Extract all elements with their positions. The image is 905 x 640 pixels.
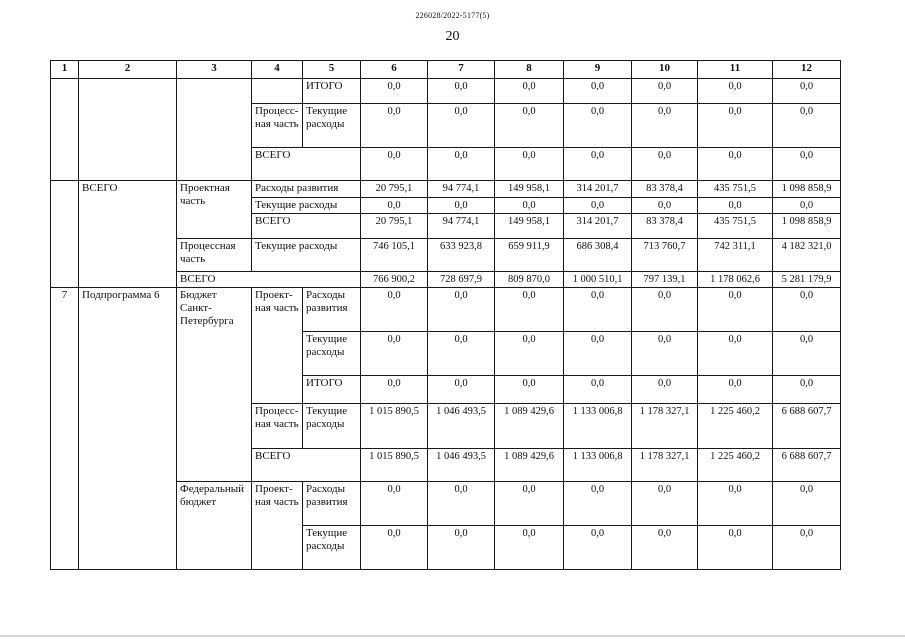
value-cell: 1 178 327,1 — [632, 449, 698, 482]
row-label: Процессная часть — [177, 239, 252, 272]
value-cell: 0,0 — [632, 482, 698, 526]
value-cell: 0,0 — [698, 79, 773, 104]
budget-source: Федеральный бюджет — [177, 482, 252, 570]
col-header: 7 — [428, 61, 495, 79]
row-number: 7 — [51, 288, 79, 570]
value-cell: 0,0 — [495, 198, 564, 214]
value-cell: 314 201,7 — [564, 214, 632, 239]
value-cell: 435 751,5 — [698, 214, 773, 239]
row-label: Текущие расходы — [303, 104, 361, 148]
table-row — [51, 79, 841, 104]
col-header: 6 — [361, 61, 428, 79]
value-cell: 0,0 — [428, 198, 495, 214]
value-cell: 0,0 — [564, 482, 632, 526]
value-cell: 1 015 890,5 — [361, 449, 428, 482]
value-cell: 0,0 — [698, 148, 773, 181]
value-cell: 20 795,1 — [361, 214, 428, 239]
row-label: Текущие расходы — [303, 526, 361, 570]
value-cell: 6 688 607,7 — [773, 404, 841, 449]
value-cell: 0,0 — [773, 288, 841, 332]
value-cell: 0,0 — [773, 376, 841, 404]
value-cell: 0,0 — [495, 79, 564, 104]
value-cell: 20 795,1 — [361, 181, 428, 198]
value-cell: 746 105,1 — [361, 239, 428, 272]
document-id: 226028/2022-5177(5) — [415, 11, 490, 20]
value-cell: 0,0 — [632, 376, 698, 404]
value-cell: 0,0 — [361, 376, 428, 404]
value-cell: 0,0 — [773, 79, 841, 104]
value-cell: 633 923,8 — [428, 239, 495, 272]
row-label: Расходы развития — [303, 288, 361, 332]
row-label: ИТОГО — [303, 376, 361, 404]
value-cell: 0,0 — [698, 482, 773, 526]
value-cell: 1 178 062,6 — [698, 272, 773, 288]
subprogram-name: Подпрограмма 6 — [79, 288, 177, 570]
col-header: 11 — [698, 61, 773, 79]
value-cell: 0,0 — [495, 288, 564, 332]
value-cell: 149 958,1 — [495, 214, 564, 239]
col-header: 12 — [773, 61, 841, 79]
value-cell: 0,0 — [361, 198, 428, 214]
value-cell: 0,0 — [361, 288, 428, 332]
value-cell: 713 760,7 — [632, 239, 698, 272]
row-label: ВСЕГО — [177, 272, 361, 288]
value-cell: 0,0 — [495, 148, 564, 181]
value-cell: 1 225 460,2 — [698, 404, 773, 449]
value-cell: 0,0 — [632, 104, 698, 148]
value-cell: 0,0 — [495, 104, 564, 148]
page-number: 20 — [445, 29, 460, 44]
value-cell: 0,0 — [564, 376, 632, 404]
value-cell: 0,0 — [773, 198, 841, 214]
value-cell: 0,0 — [632, 288, 698, 332]
budget-table — [50, 60, 841, 570]
value-cell: 0,0 — [564, 526, 632, 570]
value-cell: 83 378,4 — [632, 181, 698, 198]
table-row — [51, 288, 841, 332]
value-cell: 0,0 — [773, 482, 841, 526]
value-cell: 0,0 — [495, 332, 564, 376]
row-label: ВСЕГО — [252, 148, 361, 181]
row-label: Расходы развития — [252, 181, 361, 198]
section-label: ВСЕГО — [79, 181, 177, 288]
value-cell: 0,0 — [361, 104, 428, 148]
value-cell: 1 015 890,5 — [361, 404, 428, 449]
value-cell: 1 089 429,6 — [495, 449, 564, 482]
value-cell: 0,0 — [632, 79, 698, 104]
value-cell: 1 046 493,5 — [428, 404, 495, 449]
value-cell: 0,0 — [698, 288, 773, 332]
value-cell: 0,0 — [495, 482, 564, 526]
budget-source: Бюджет Санкт-Петербурга — [177, 288, 252, 482]
value-cell: 4 182 321,0 — [773, 239, 841, 272]
value-cell: 0,0 — [428, 104, 495, 148]
empty-cell — [79, 79, 177, 181]
value-cell: 0,0 — [773, 104, 841, 148]
value-cell: 149 958,1 — [495, 181, 564, 198]
value-cell: 5 281 179,9 — [773, 272, 841, 288]
value-cell: 0,0 — [564, 148, 632, 181]
row-label: Текущие расходы — [303, 332, 361, 376]
value-cell: 0,0 — [773, 526, 841, 570]
row-label: ВСЕГО — [252, 214, 361, 239]
value-cell: 314 201,7 — [564, 181, 632, 198]
value-cell: 1 178 327,1 — [632, 404, 698, 449]
row-label: Процесс-ная часть — [252, 404, 303, 449]
value-cell: 0,0 — [564, 198, 632, 214]
value-cell: 0,0 — [428, 376, 495, 404]
value-cell: 0,0 — [361, 482, 428, 526]
value-cell: 1 098 858,9 — [773, 181, 841, 198]
value-cell: 0,0 — [428, 79, 495, 104]
value-cell: 659 911,9 — [495, 239, 564, 272]
value-cell: 0,0 — [428, 526, 495, 570]
value-cell: 0,0 — [428, 332, 495, 376]
value-cell: 0,0 — [698, 104, 773, 148]
value-cell: 94 774,1 — [428, 181, 495, 198]
row-label: Расходы развития — [303, 482, 361, 526]
scan-edge — [0, 632, 905, 640]
row-label: Текущие расходы — [252, 239, 361, 272]
value-cell: 1 089 429,6 — [495, 404, 564, 449]
row-label: Проектная часть — [177, 181, 252, 239]
value-cell: 0,0 — [361, 526, 428, 570]
value-cell: 1 133 006,8 — [564, 404, 632, 449]
col-header: 1 — [51, 61, 79, 79]
value-cell: 1 133 006,8 — [564, 449, 632, 482]
value-cell: 766 900,2 — [361, 272, 428, 288]
col-header: 2 — [79, 61, 177, 79]
value-cell: 0,0 — [632, 526, 698, 570]
value-cell: 0,0 — [564, 332, 632, 376]
value-cell: 0,0 — [564, 288, 632, 332]
value-cell: 83 378,4 — [632, 214, 698, 239]
table-row — [51, 181, 841, 198]
value-cell: 6 688 607,7 — [773, 449, 841, 482]
value-cell: 0,0 — [361, 332, 428, 376]
value-cell: 1 046 493,5 — [428, 449, 495, 482]
value-cell: 1 225 460,2 — [698, 449, 773, 482]
value-cell: 0,0 — [773, 332, 841, 376]
value-cell: 0,0 — [698, 526, 773, 570]
value-cell: 0,0 — [495, 526, 564, 570]
row-label: Текущие расходы — [252, 198, 361, 214]
row-label: Процесс-ная часть — [252, 104, 303, 148]
empty-cell — [177, 79, 252, 181]
col-header: 4 — [252, 61, 303, 79]
value-cell: 94 774,1 — [428, 214, 495, 239]
value-cell: 809 870,0 — [495, 272, 564, 288]
row-label: Проект-ная часть — [252, 482, 303, 570]
value-cell: 0,0 — [428, 482, 495, 526]
value-cell: 686 308,4 — [564, 239, 632, 272]
col-header: 3 — [177, 61, 252, 79]
row-label: ИТОГО — [303, 79, 361, 104]
value-cell: 0,0 — [495, 376, 564, 404]
value-cell: 0,0 — [698, 376, 773, 404]
column-number-row — [51, 61, 841, 79]
value-cell: 1 000 510,1 — [564, 272, 632, 288]
value-cell: 0,0 — [632, 198, 698, 214]
value-cell: 0,0 — [564, 79, 632, 104]
value-cell: 0,0 — [773, 148, 841, 181]
value-cell: 0,0 — [564, 104, 632, 148]
value-cell: 0,0 — [428, 148, 495, 181]
row-label: Проект-ная часть — [252, 288, 303, 404]
value-cell: 0,0 — [632, 332, 698, 376]
value-cell: 728 697,9 — [428, 272, 495, 288]
value-cell: 0,0 — [698, 198, 773, 214]
value-cell: 1 098 858,9 — [773, 214, 841, 239]
value-cell: 0,0 — [632, 148, 698, 181]
value-cell: 0,0 — [698, 332, 773, 376]
value-cell: 797 139,1 — [632, 272, 698, 288]
row-label: Текущие расходы — [303, 404, 361, 449]
empty-cell — [51, 181, 79, 288]
value-cell: 742 311,1 — [698, 239, 773, 272]
empty-cell — [252, 79, 303, 104]
value-cell: 435 751,5 — [698, 181, 773, 198]
col-header: 8 — [495, 61, 564, 79]
value-cell: 0,0 — [428, 288, 495, 332]
row-label: ВСЕГО — [252, 449, 361, 482]
empty-cell — [51, 79, 79, 181]
col-header: 10 — [632, 61, 698, 79]
value-cell: 0,0 — [361, 79, 428, 104]
value-cell: 0,0 — [361, 148, 428, 181]
col-header: 5 — [303, 61, 361, 79]
col-header: 9 — [564, 61, 632, 79]
